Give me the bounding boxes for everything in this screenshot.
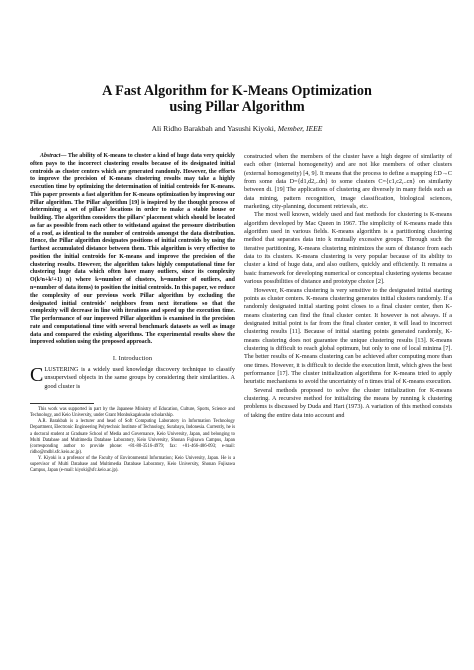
author-membership: Member, IEEE (277, 124, 323, 133)
abstract (30, 153, 235, 347)
intro-text: LUSTERING is a widely used knowledge discovery technique to classify unsupervised objects in the same groups by considering their similarities. A good cluster is (44, 367, 235, 390)
footnote-rule (30, 403, 94, 404)
drop-cap: C (30, 364, 44, 387)
paper-title (0, 83, 474, 115)
body-paragraph-2: The most well known, widely used and fast methods for clustering is K-means algorithm developed by Mac Queen in 1967. The simplicity of K-means made this algorithm used in various fields. K-means algorithm is a partitioning clustering method that separates data into k mutually excessive groups. Through such the iterative partitioning, K-means clustering minimizes the sum of distance from each data to its clusters. K-means clustering is very popular because of its ability to cluster a kind of huge data, and also outliers, quickly and efficiently. It remains a basic framework for developing numerical or conceptual clustering systems because various possibilities of distance and prototype choice [2]. (244, 212, 452, 286)
body-paragraph-1: constructed when the members of the cluster have a high degree of similarity of each other (internal homogeneity) and are not like members of other clusters (external homogeneity) [4, 9]. It means that the process to define a mapping f:D→C from some data D={d1,d2,..dn} to some clusters C={c1,c2,..cn} on similarity between di. [19] The applications of clustering are diversely in many fields such as data mining, pattern recognition, image classification, biological sciences, marketing, city-planning, document retrievals, etc. (244, 154, 452, 211)
author-names: Ali Ridho Barakbah and Yasushi Kiyoki, (151, 124, 276, 133)
author-line (0, 124, 474, 133)
title-line-2: using Pillar Algorithm (169, 99, 305, 115)
body-paragraph-3: However, K-means clustering is very sensitive to the designated initial starting points as cluster centers. K-means clustering generates initial clusters randomly. If a randomly designated initial starting point closes to a final cluster center, then K-means clustering can find the final cluster center. It however is not always. If a designated initial point is far from the final cluster center, it will lead to incorrect clustering results [11]. Because of initial starting points generated randomly, K-means clustering does not guarantee the unique clustering results [13]. K-means clustering is difficult to reach global optimum, but only to one of local minima [7]. The better results of K-means clustering can be achieved after computing more than one times. However, it is difficult to decide the execution limit, which gives the best performance [17]. The cluster initialization algorithms for K-means tried to apply heuristic mechanisms to avoid the uncertainty of n times trial of K-means execution. (244, 287, 452, 386)
section-heading: I. Introduction (112, 355, 153, 363)
footnote-support: This work was supported in part by the Japanese Ministry of Education, Culture, Sports, Science and Technology, and Keio University, under Grant Monbukagakusho scholarship. (30, 407, 235, 419)
intro-paragraph (30, 366, 235, 391)
footnote-author-2: Y. Kiyoki is a professor of the Faculty of Environmental Information; Keio University, Japan. He is a supervisor of Multi Database and Multimedia Database Laboratory, Keio University, Shonan Fujisawa Campus, Japan (e-mail: kiyoki@sfc.keio.ac.jp). (30, 455, 235, 474)
left-column (30, 153, 235, 474)
right-column (244, 153, 452, 420)
title-line-1: A Fast Algorithm for K-Means Optimization (102, 83, 372, 99)
footnote-author-1: A.R. Barakbah is a lecturer and head of Soft Computing Laboratory in Information Technology Department, Electronic Engineering Polytechnic Institute of Technology, Surabaya, Indonesia. Currently, he is a doctoral student at Graduate School of Media and Governance, Keio University, Japan, and belonging to Multi Database and Multimedia Database Laboratory, Keio University, Shonan Fujisawa Campus, Japan (corresponding author to provide phone: +81-80-3516-4979; fax: +81-466-486-093; e-mail: ridho@mdbl.sfc.keio.ac.jp). (30, 419, 235, 455)
body-paragraph-4: Several methods proposed to solve the cluster initialization for K-means clustering. A recursive method for initializing the means by running k clustering problems is discussed by Duda and Hart (1973). A variation of this method consists of taking the entire data into account and (244, 387, 452, 419)
abstract-label: Abstract— (40, 153, 67, 159)
abstract-text: The ability of K-means to cluster a kind of huge data very quickly often pays to the incorrect clustering results because of its designated initial centroids as cluster centers which are generated randomly. However, the efforts to improve the precision of K-means clustering results may take a highly execution time by optimizing the determination of initial centroids for K-means. This paper presents a fast algorithm for K-means optimization by improving our Pillar algorithm. The Pillar algorithm [19] is inspired by the thought process of determining a set of pillars' locations in order to make a stable house or building. The algorithm considers the pillars' placement which should be located as far as possible from each other to withstand against the pressure distribution of a roof, as identical to the number of centroids amongst the data distribution. Hence, the Pillar algorithm designates positions of initial centroids by using the farthest accumulated distance between them. This algorithm is very effective to position the initial centroids for K-means and improve the precision of the clustering results. However, the algorithm takes highly computational time for clustering huge data which often have many outliers, since its complexity O(k²n+k²+1) n) where k=number of clusters, h=number of outliers, and n=number of data items) to position the initial centroids. In this paper, we reduce the complexity of our previous work Pillar algorithm by excluding the designated initial centroids' neighbors from next iterations so that the complexity will decrease in line with iterations and speed up the execution time. The performance of our improved Pillar algorithm is examined in the precision rate and computational time with several benchmark datasets as well as image data and compared the existing algorithms. The experimental results show the improved solution using the proposed approach. (30, 153, 235, 346)
